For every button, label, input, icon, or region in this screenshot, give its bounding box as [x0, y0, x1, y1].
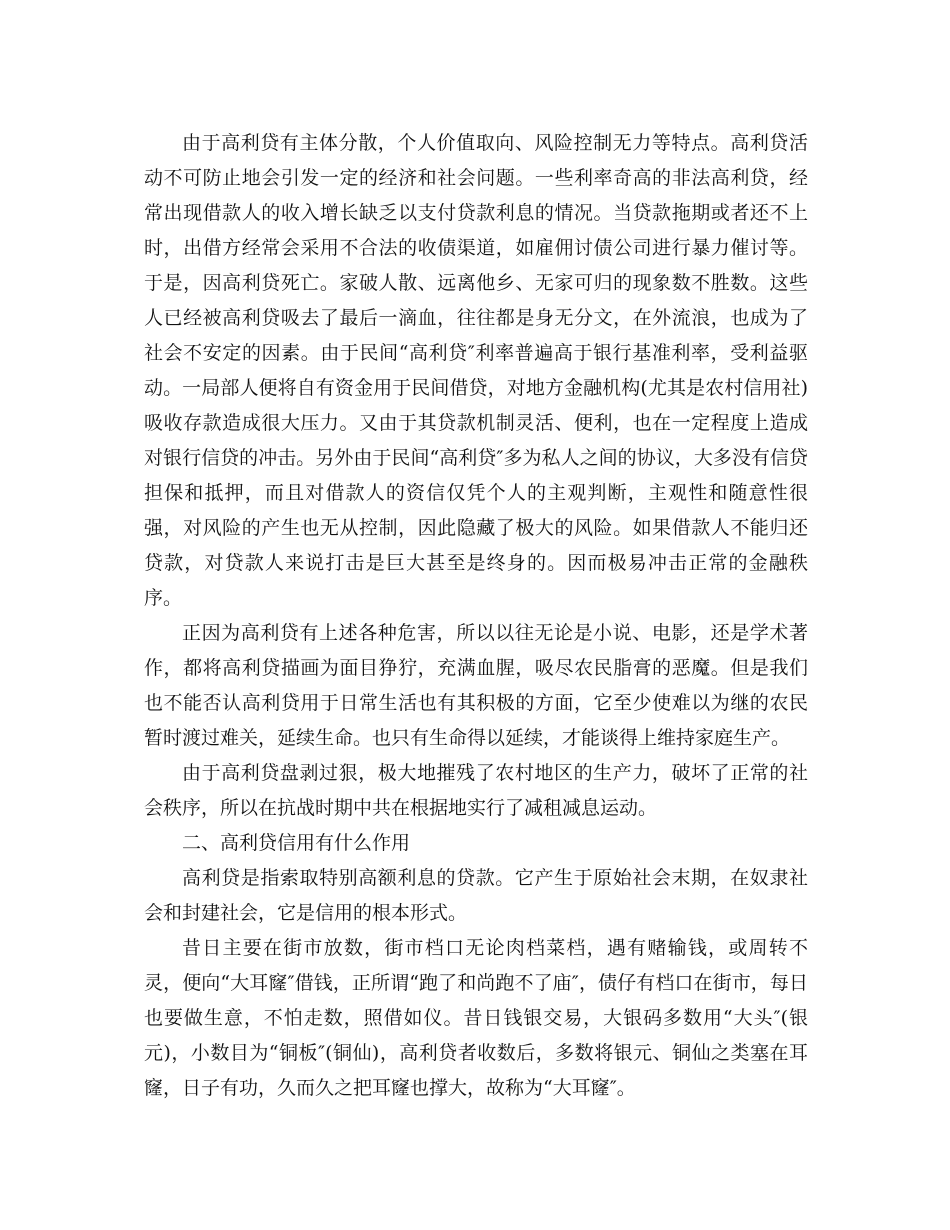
- paragraph: 昔日主要在街市放数，街市档口无论肉档菜档，遇有赌输钱，或周转不灵，便向“大耳窿″借钱，正所谓“跑了和尚跑不了庙″，债仔有档口在街市，每日也要做生意，不怕走数，照借如仪。昔日钱银交易，大银码多数用“大头″(银元)，小数目为“铜板″(铜仙)，高利贷者收数后，多数将银元、铜仙之类塞在耳窿，日子有功，久而久之把耳窿也撑大，故称为“大耳窿″。: [144, 937, 808, 1099]
- paragraph: 正因为高利贷有上述各种危害，所以以往无论是小说、电影，还是学术著作，都将高利贷描画为面目狰狞，充满血腥，吸尽农民脂膏的恶魔。但是我们也不能否认高利贷用于日常生活也有其积极的方面，它至少使难以为继的农民暂时渡过难关，延续生命。也只有生命得以延续，才能谈得上维持家庭生产。: [144, 622, 808, 749]
- paragraph: 由于高利贷盘剥过狠，极大地摧残了农村地区的生产力，破坏了正常的社会秩序，所以在抗战时期中共在根据地实行了减租减息运动。: [144, 762, 808, 819]
- paragraph: 高利贷是指索取特别高额利息的贷款。它产生于原始社会末期，在奴隶社会和封建社会，它是信用的根本形式。: [144, 867, 808, 924]
- section-heading: 二、高利贷信用有什么作用: [182, 832, 411, 854]
- paragraph: 由于高利贷有主体分散，个人价值取向、风险控制无力等特点。高利贷活动不可防止地会引发一定的经济和社会问题。一些利率奇高的非法高利贷，经常出现借款人的收入增长缺乏以支付贷款利息的情况。当贷款拖期或者还不上时，出借方经常会采用不合法的收债渠道，如雇佣讨债公司进行暴力催讨等。于是，因高利贷死亡。家破人散、远离他乡、无家可归的现象数不胜数。这些人已经被高利贷吸去了最后一滴血，往往都是身无分文，在外流浪，也成为了社会不安定的因素。由于民间“高利贷″利率普遍高于银行基准利率，受利益驱动。一局部人便将自有资金用于民间借贷，对地方金融机构(尤其是农村信用社)吸收存款造成很大压力。又由于其贷款机制灵活、便利，也在一定程度上造成对银行信贷的冲击。另外由于民间“高利贷″多为私人之间的协议，大多没有信贷担保和抵押，而且对借款人的资信仅凭个人的主观判断，主观性和随意性很强，对风险的产生也无从控制，因此隐藏了极大的风险。如果借款人不能归还贷款，对贷款人来说打击是巨大甚至是终身的。因而极易冲击正常的金融秩序。: [144, 132, 808, 609]
- document-body: [144, 126, 808, 1106]
